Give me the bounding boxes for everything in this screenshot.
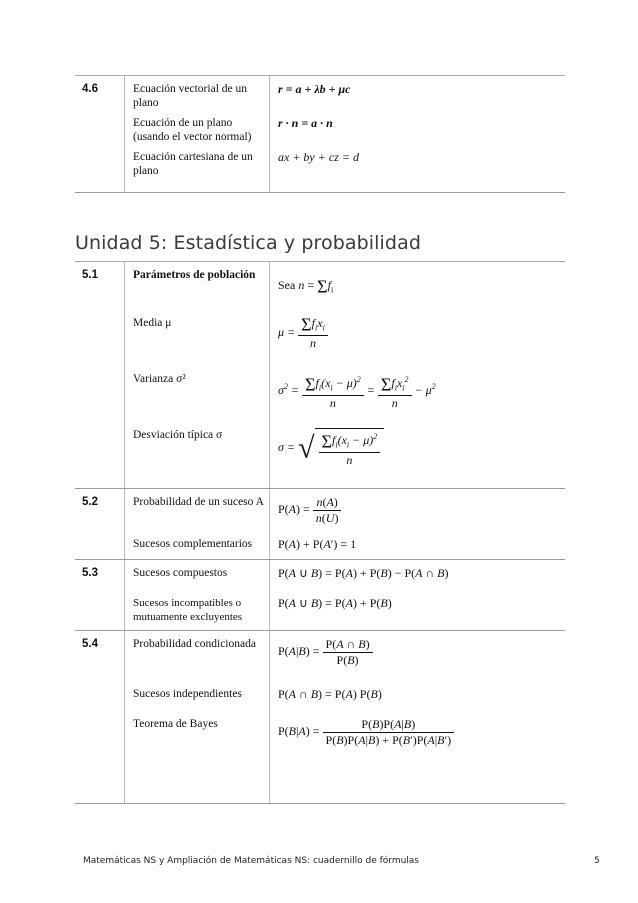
row-label: Sucesos compuestos — [133, 567, 228, 579]
section-number: 5.3 — [75, 560, 125, 631]
row-label: Teorema de Bayes — [133, 718, 218, 730]
row-label: Ecuación cartesiana de un plano — [133, 151, 253, 177]
page-number: 5 — [594, 856, 600, 866]
formula-exclusive: P(A ∪ B) = P(A) + P(B) — [278, 596, 392, 610]
row-label: Sucesos incompatibles o mutuamente excluyentes — [133, 597, 243, 623]
table-row — [75, 262, 565, 489]
formula-probability: P(A) = $\frac{n(A)}{n(U)}$ — [278, 495, 561, 537]
footer-text: Matemáticas NS y Ampliación de Matemáticas NS: cuadernillo de fórmulas — [83, 856, 419, 866]
formula-mean: μ = $\frac{\Sigma f_ix_i}{n}$ — [278, 316, 561, 372]
table-row — [75, 560, 565, 631]
row-label: Ecuación de un plano (usando el vector normal) — [133, 117, 252, 143]
formula-bayes: P(B|A) = $\frac{P(B)P(A|B)}{P(B)P(A|B) + P(B')P(A|B')}$ — [278, 717, 561, 797]
table-unit-5 — [75, 261, 565, 804]
section-number: 5.1 — [75, 262, 125, 489]
row-label: Probabilidad de un suceso A — [133, 496, 264, 508]
section-number: 5.2 — [75, 489, 125, 560]
row-label: Parámetros de población — [133, 269, 256, 281]
formula-n: Sea $n = \Sigma f_i$ — [278, 276, 334, 297]
row-label: Desviación típica σ — [133, 429, 223, 441]
table-row — [75, 489, 565, 560]
row-label: Sucesos independientes — [133, 688, 242, 700]
formula-compound: P(A ∪ B) = P(A) + P(B) − P(A ∩ B) — [278, 566, 449, 580]
unit-heading: Unidad 5: Estadística y probabilidad — [75, 232, 421, 254]
table-row — [75, 631, 565, 804]
row-label: Varianza σ² — [133, 373, 186, 385]
formula-vector-plane: r = a + λb + μc — [278, 82, 351, 96]
row-label: Ecuación vectorial de un plano — [133, 83, 247, 109]
row-label: Media μ — [133, 317, 172, 329]
section-number: 5.4 — [75, 631, 125, 804]
section-number: 4.6 — [75, 76, 125, 193]
row-label: Probabilidad condicionada — [133, 638, 256, 650]
formula-normal-plane: r · n = a · n — [278, 116, 333, 130]
formula-independent: P(A ∩ B) = P(A) P(B) — [278, 687, 382, 701]
formula-complementary: P(A) + P(A′) = 1 — [278, 537, 357, 551]
row-label: Sucesos complementarios — [133, 538, 253, 550]
table-unit-4 — [75, 75, 565, 193]
formula-variance: $\sigma^2$ = $\frac{\Sigma f_i(x_i - \mu)^2}{n}$ = $\frac{\Sigma f_ix_i^2}{n}$ − $\mu^2$ — [278, 372, 561, 428]
table-row — [75, 76, 565, 193]
formula-std-dev: σ = √ $\frac{\Sigma f_i(x_i - \mu)^2}{n}$ — [278, 428, 561, 482]
formula-conditional: P(A|B) = $\frac{P(A \cap B)}{P(B)}$ — [278, 637, 561, 687]
formula-cartesian-plane: ax + by + cz = d — [278, 150, 359, 164]
